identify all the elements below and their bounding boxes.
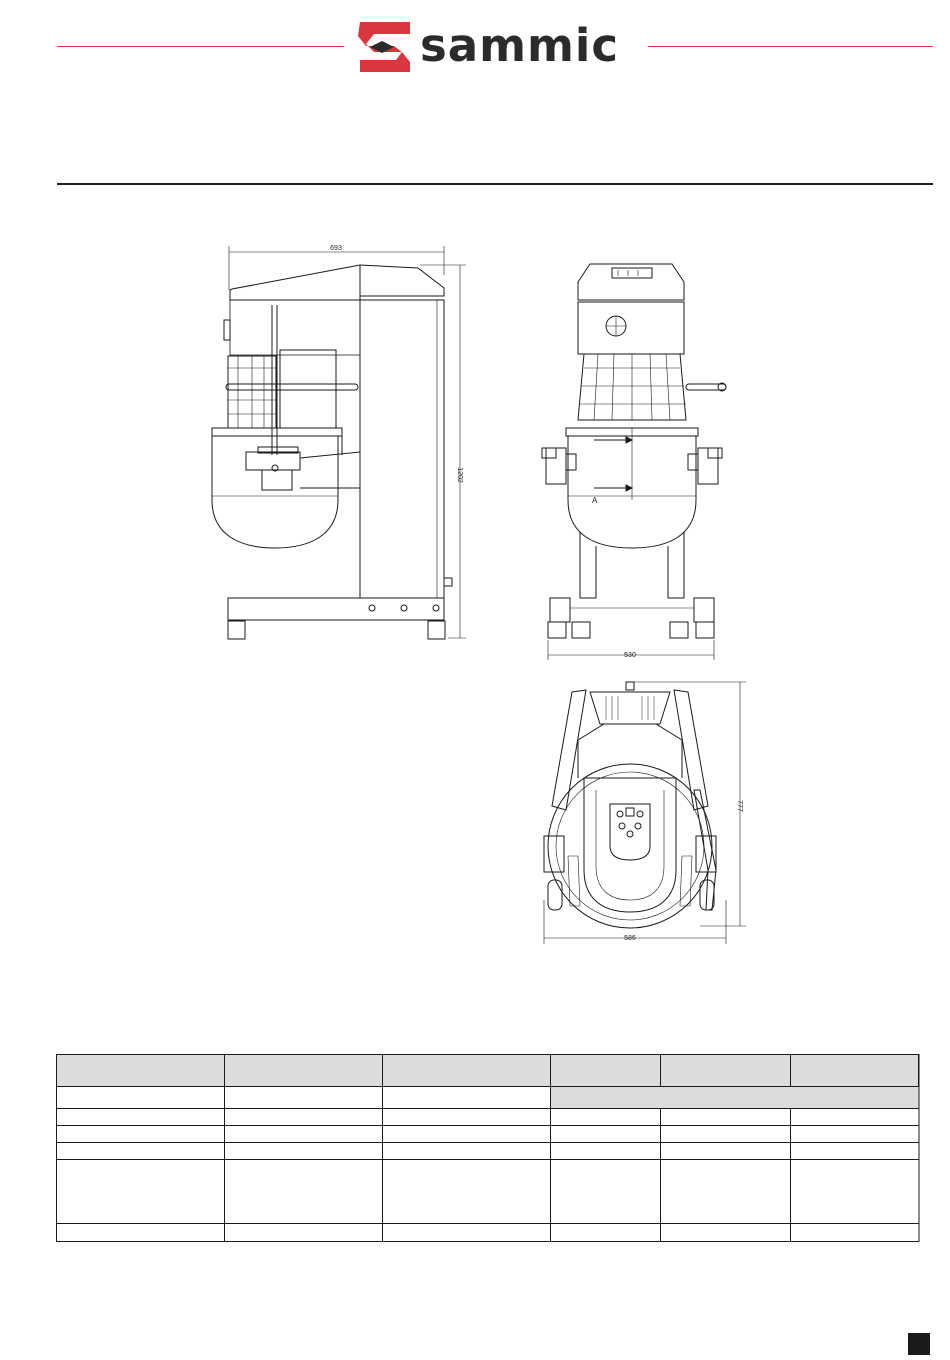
brand-logo-text: sammic	[420, 19, 620, 72]
spec-table-merged-cell	[550, 1087, 919, 1109]
spec-table	[56, 1054, 920, 1242]
side-height-dimension: 1202	[456, 467, 463, 483]
side-width-dimension: 693	[330, 245, 342, 252]
side-view-drawing	[212, 245, 466, 639]
section-label: A	[592, 496, 598, 505]
top-depth-dimension: 777	[736, 800, 743, 812]
page-corner-marker	[908, 1333, 930, 1355]
top-width-dimension: 586	[624, 935, 636, 942]
front-width-dimension: 530	[624, 652, 636, 659]
front-view-drawing	[542, 264, 726, 660]
top-view-drawing	[544, 682, 746, 944]
spec-table-header	[57, 1055, 919, 1087]
